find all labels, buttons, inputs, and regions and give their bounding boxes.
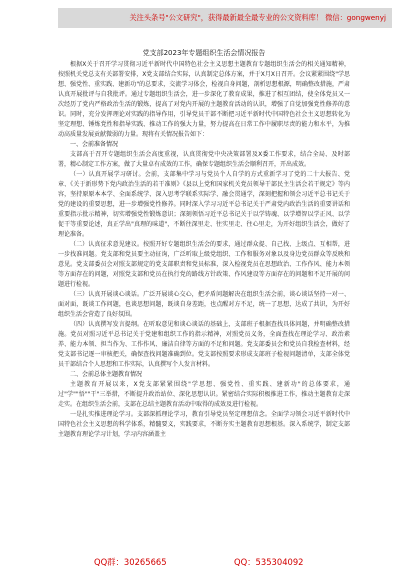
section-heading: 二、会前总体主题教育情况 xyxy=(70,371,143,378)
body-paragraph: 支部高于召开专题组织生活会高度重视，认真贯彻党中央决策部署及X委工作要求，结合全局、及时部署，精心制定工作方案，做了大量卓有成效的工作，确保专题组织生活会顺利召开，开出成效。 xyxy=(58,151,350,168)
document-title: 党支部2023年专题组织生活会情况报告 xyxy=(142,49,266,57)
body-paragraph: （二）认真征求意见建议。按照开好专题组织生活会的要求，通过群众提、自己找、上级点、互相帮，进一步找准问题。党支部和党员要主动征询，广泛听取上级党组织、工作和服务对象以及身边党员群众等反映和意见。党支部委员会对照支部规定的党支部职责和党员标准，深入检视党员在思想政治、工作作风、能力本领等方面存在的问题，对照党支部和党员在执行党的路线方针政策、作风建设等方面存在的问题和不足开展的问题进行检视。 xyxy=(58,241,350,288)
bottom-promo-banner xyxy=(58,552,350,572)
body-paragraph: 根据X关于召开学习贯彻习近平新时代中国特色社会主义思想主题教育专题组织生活会的相关通知精神，按照机关党总支有关部署安排，X党支部结合实际，认真制定总体方案，并于X月X日召开。会议紧紧围绕"学思想、强党性、重实践、建新功"的总要求，交流学习体会，检视自身问题，剖析思想根源，明确整改措施，严肃认真开展批评与自我批评。通过专题组织生活会，进一步深化了教育成果，推进了相互团结，使全体党员又一次经历了党内严格政治生活的锻炼，提高了对党内开展的主题教育活动的认识，增强了自觉加强党性修养的意识。同时，充分发挥理论对实践的指导作用，引导党员干部不断把习近平新时代中国特色社会主义思想转化为坚定理想、锤炼党性和指导实践、推动工作的强大力量，努力提高在日常工作中履职尽责的能力和水平，为推动高质量发展贡献微弱的力量。现将有关情况报告如下： xyxy=(58,61,350,138)
document-body xyxy=(58,48,350,440)
body-paragraph: 一是扎实推进理论学习。支部深抓理论学习，教育引导党员坚定理想信念。全面学习领会习近平新时代中国特色社会主义思想的科学体系，精髓要义，实践要求，不断夯实主题教育思想根基。深入系统学，制定支部主题教育理论学习计划，学习内容涵盖主 xyxy=(58,411,350,438)
section-heading: 一、会前准备情况 xyxy=(70,141,119,148)
body-paragraph: （三）认真开展谈心谈话。广泛开展谈心交心，把矛盾问题解决在组织生活会前，谈心谈话坚持一对一、面对面，既谈工作问题，也谈思想问题，既谈自身差距，也点醒对方不足，统一了思想，达成了共识，为开好组织生活会营造了良好氛围。 xyxy=(58,291,350,318)
qq-group-text: QQ群：30265665 xyxy=(94,557,167,567)
body-paragraph: 主题教育开展以来，X党支部紧紧围绕"学思想、强党性、重实践、建新功"的总体要求，通过"学""悟""干"三举措，不断提升政治站位、深化思想认识。紧密结合实际积极推进工作，推动主题教育走深走实。在组织生活会前，支部在总结主题教育活动中取得的成效及进行检视。 xyxy=(58,381,350,408)
body-paragraph: （四）认真撰写发言提纲。在听取意见和谈心谈话的基础上，支部班子根据查找具体问题，并明确整改措施。党员对照习近平总书记关于党建和组织工作的指示精神，对照党员义务，全面查找在理论学习、政治素养、能力本领、担当作为、工作作风、廉洁自律等方面的不足和问题。党支部委员会和党员自我检查材料，经党支部书记逐一审核把关，确保查找问题准确到位。党支部按照要求形成支部班子检视问题清单，支部全体党员干部结合个人思想和工作实际，认真撰写个人发言材料。 xyxy=(58,321,350,368)
qq-contact-text: QQ：535304092 xyxy=(234,557,304,567)
paragraph-container xyxy=(58,60,350,440)
top-promo-banner xyxy=(58,8,392,28)
body-paragraph: （一）认真开展学习研讨。会前，支部集中学习与党员个人自学的方式重新学习了党的二十大报告、党章、《关于新形势下党内政治生活的若干准则》《县以上党和国家机关党员领导干部民主生活会若干规定》等内容，坚持原原本本学、全面系统学、深入思考学联系实际学、融会贯通学，深刻把握和领会习近平总书记关于党的建设的重要思想，进一步增强党性修养。同时深入学习习近平总书记关于严肃党内政治生活的重要讲话和重要指示批示精神，切实增强党性锻炼意识；深刻领悟习近平总书记关于以学铸魂、以学增智以学正风、以学促干等重要论述，真正学出"真理的味道"，不断往深里走、往实里走、往心里走，为开好组织生活会，做好了理论准备。 xyxy=(58,171,350,238)
top-promo-text: 关注头条号"公文研究"，获得最新最全最专业的公文资料库！ 微信：gongwenyj xyxy=(129,13,386,22)
